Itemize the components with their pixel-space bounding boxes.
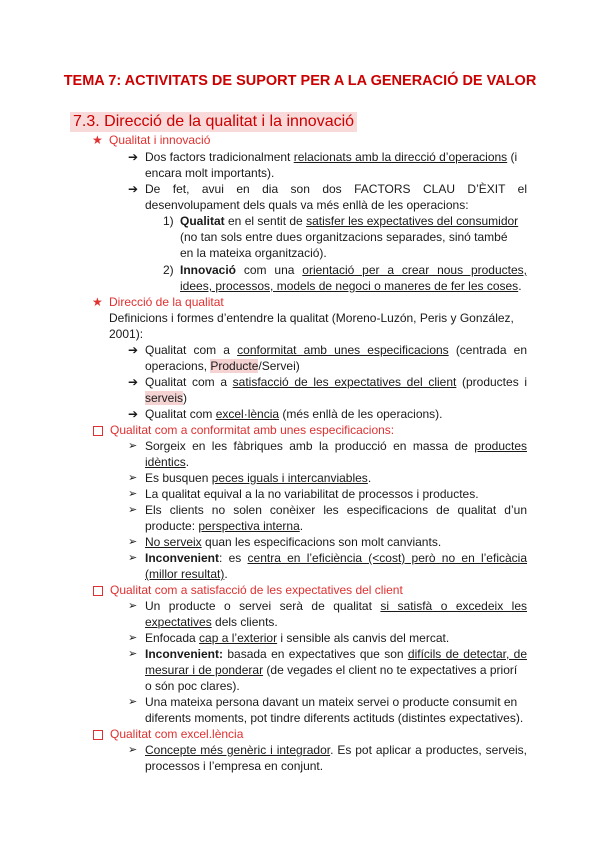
- subheading-direccio-qualitat: Direcció de la qualitat: [109, 295, 224, 309]
- list-item-continuation: idèntics.: [145, 455, 190, 469]
- triangle-bullet-icon: ➢: [128, 744, 138, 756]
- document-title: TEMA 7: ACTIVITATS DE SUPORT PER A LA GENERACIÓ DE VALOR: [63, 73, 537, 89]
- arrow-bullet-icon: ➔: [128, 375, 139, 389]
- subheading-satisfaccio: Qualitat com a satisfacció de les expectatives del client: [110, 583, 403, 597]
- star-bullet-icon: ★: [92, 295, 103, 309]
- numbered-item: Innovació com una orientació per a crear nous productes,: [180, 263, 527, 277]
- list-item: No serveix quan les especificacions son molt canviants.: [145, 535, 442, 549]
- list-item: Es busquen peces iguals i intercanviables.: [145, 471, 372, 485]
- arrow-bullet-icon: ➔: [128, 343, 139, 357]
- list-item-continuation: diferents moments, pot tindre diferents actituds (distintes expectatives).: [145, 711, 524, 725]
- checkbox-bullet-icon: [93, 426, 103, 436]
- triangle-bullet-icon: ➢: [128, 632, 138, 644]
- list-item-continuation: operacions, Producte/Servei): [145, 359, 300, 373]
- checkbox-bullet-icon: [93, 730, 103, 740]
- list-item: Enfocada cap a l’exterior i sensible als canvis del mercat.: [145, 631, 450, 645]
- paragraph-continuation: 2001):: [109, 327, 144, 341]
- triangle-bullet-icon: ➢: [128, 440, 138, 452]
- list-item: Els clients no solen conèixer les especificacions de qualitat d’un: [145, 503, 527, 517]
- numbered-marker: 2): [163, 263, 174, 277]
- list-item: Qualitat com a conformitat amb unes especificacions (centrada en: [145, 343, 527, 357]
- subheading-conformitat: Qualitat com a conformitat amb unes especificacions:: [110, 423, 395, 437]
- list-item: Inconvenient: basada en expectatives que son difícils de detectar, de: [145, 647, 527, 661]
- list-item-continuation: processos i l’empresa en conjunt.: [145, 759, 324, 773]
- list-item-continuation: mesurar i de ponderar (de vegades el client no te expectatives a priorí: [145, 663, 518, 677]
- numbered-item-continuation: (no tan sols entre dues organitzacions separades, sinó també: [180, 230, 508, 244]
- list-item: Una mateixa persona davant un mateix servei o producte consumit en: [145, 695, 518, 709]
- triangle-bullet-icon: ➢: [128, 648, 138, 660]
- list-item: Sorgeix en les fàbriques amb la producció en massa de productes: [145, 439, 527, 453]
- arrow-bullet-icon: ➔: [128, 150, 139, 164]
- list-item: Concepte més genèric i integrador. Es pot aplicar a productes, serveis,: [145, 743, 527, 757]
- paragraph: Definicions i formes d’entendre la qualitat (Moreno-Luzón, Peris y González,: [109, 311, 514, 325]
- list-item: La qualitat equival a la no variabilitat de processos i productes.: [145, 487, 479, 501]
- triangle-bullet-icon: ➢: [128, 696, 138, 708]
- list-item-continuation: producte: perspectiva interna.: [145, 519, 304, 533]
- triangle-bullet-icon: ➢: [128, 488, 138, 500]
- numbered-item-continuation: idees, processos, models de negoci o maneres de fer les coses.: [180, 279, 522, 293]
- arrow-bullet-icon: ➔: [128, 407, 139, 421]
- checkbox-bullet-icon: [93, 586, 103, 596]
- star-bullet-icon: ★: [92, 133, 103, 147]
- list-item: Qualitat com a satisfacció de les expectatives del client (productes i: [145, 375, 528, 389]
- list-item-continuation: (millor resultat).: [145, 567, 228, 581]
- triangle-bullet-icon: ➢: [128, 536, 138, 548]
- triangle-bullet-icon: ➢: [128, 552, 138, 564]
- numbered-item-continuation: en la mateixa organització).: [180, 246, 327, 260]
- triangle-bullet-icon: ➢: [128, 472, 138, 484]
- list-item-continuation: desenvolupament dels quals va més enllà de les operacions:: [145, 198, 469, 212]
- triangle-bullet-icon: ➢: [128, 600, 138, 612]
- list-item: De fet, avui en dia son dos FACTORS CLAU D’ÈXIT el: [145, 182, 527, 196]
- subheading-qualitat-innovacio: Qualitat i innovació: [109, 133, 211, 147]
- list-item: Inconvenient: es centra en l’eficiència (<cost) però no en l’eficàcia: [145, 551, 527, 565]
- arrow-bullet-icon: ➔: [128, 182, 139, 196]
- list-item: Qualitat com excel·lència (més enllà de les operacions).: [145, 407, 443, 421]
- list-item-continuation: expectatives dels clients.: [145, 615, 278, 629]
- numbered-item: Qualitat en el sentit de satisfer les expectatives del consumidor: [180, 214, 519, 228]
- list-item-continuation: encara molt importants).: [145, 166, 275, 180]
- triangle-bullet-icon: ➢: [128, 504, 138, 516]
- list-item: Dos factors tradicionalment relacionats amb la direcció d’operacions (i: [145, 150, 518, 164]
- numbered-marker: 1): [163, 214, 174, 228]
- list-item: Un producte o servei serà de qualitat si satisfà o excedeix les: [145, 599, 528, 613]
- subheading-excellencia: Qualitat com excel.lència: [110, 727, 244, 741]
- list-item-continuation: o són poc clares).: [145, 679, 240, 693]
- section-heading: 7.3. Direcció de la qualitat i la innovació: [70, 112, 357, 132]
- list-item-continuation: serveis): [145, 391, 188, 405]
